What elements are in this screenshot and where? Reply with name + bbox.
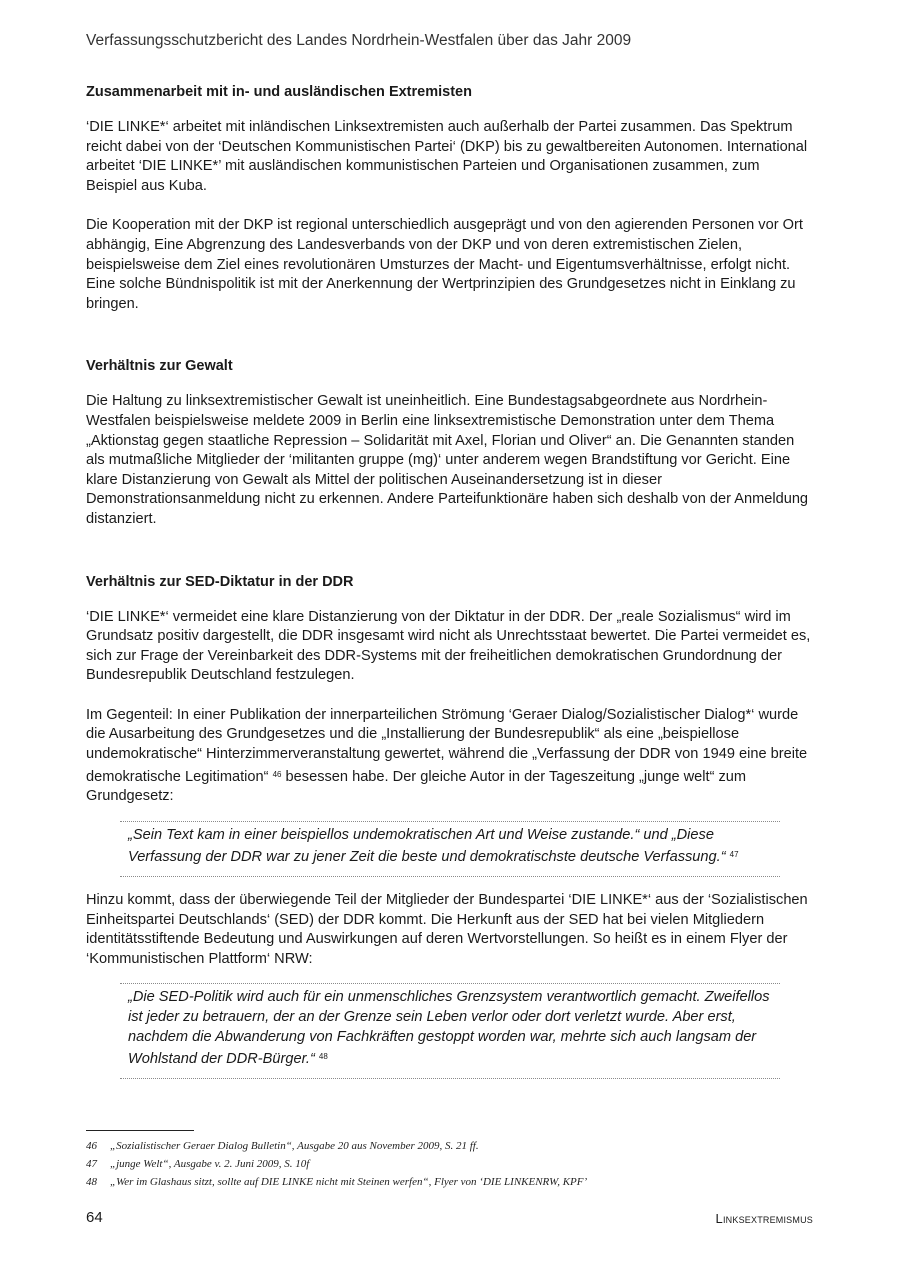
footnote-number: 47 (86, 1158, 97, 1170)
paragraph: Hinzu kommt, dass der überwiegende Teil der Mitglieder der Bundespartei ‘DIE LINKE*‘ aus der ‘Sozialistischen Einheitspartei Deutschlands‘ (SED) der DDR kommt. Die Herkunft aus der SED hat bei vielen Mitgliedern identitätsstiftende Bedeutung und Auswirkungen auf deren Wertvorstellungen. So heißt es in einem Flyer der ‘Kommunistischen Plattform‘ NRW: (86, 892, 808, 967)
footnote-text: „Wer im Glashaus sitzt, sollte auf DIE LINKE nicht mit Steinen werfen“, Flyer von ‘DIE LINKENRW, KPF’ (110, 1176, 588, 1188)
quote-text: „Die SED-Politik wird auch für ein unmenschliches Grenzsystem verantwortlich gemacht. Zweifellos ist jeder zu betrauern, der an der Grenze sein Leben verlor oder dort verletzt wurde. Aber erst, nachdem die Abwanderung von Fachkräften gestoppt worden war, mehrte sich auch langsam der Wohlstand der DDR-Bürger.“ (128, 989, 770, 1068)
page-number: 64 (86, 1209, 103, 1226)
paragraph: ‘DIE LINKE*‘ vermeidet eine klare Distanzierung von der Diktatur in der DDR. Der „reale Sozialismus“ wird im Grundsatz positiv dargestellt, die DDR insgesamt wird nicht als Unrechtsstaat bewertet. Die Partei vermeidet es, sich zur Frage der Vereinbarkeit des DDR-Systems mit der freiheitlichen demokratischen Grundordnung der Bundesrepublik Deutschland festzulegen. (86, 608, 811, 684)
block-quote (120, 983, 780, 1078)
paragraph-text: Im Gegenteil: In einer Publikation der innerparteilichen Strömung ‘Geraer Dialog/Sozialistischer Dialog*‘ wurde die Ausarbeitung des Grundgesetzes und die „Installierung der Bundesrepublik“ als eine „beispiellose undemokratische“ Hinterzimmerveranstaltung gewertet, während die „Verfassung der DDR von 1949 eine breite demokratische Legitimation“ (86, 706, 808, 785)
footnote-text: „junge Welt“, Ausgabe v. 2. Juni 2009, S. 10f (110, 1158, 310, 1170)
footnote (86, 1155, 814, 1173)
paragraph: Die Kooperation mit der DKP ist regional unterschiedlich ausgeprägt und von den agierenden Personen vor Ort abhängig, Eine Abgrenzung des Landesverbands von der DKP und von deren extremistischen Zielen, beispielsweise dem Ziel eines revolutionären Umsturzes der Macht- und Eigentumsverhältnisse, erfolgt nicht. Eine solche Bündnispolitik ist mit der Anerkennung der Wertprinzipien des Grundgesetzes nicht in Einklang zu bringen. (86, 217, 803, 312)
footnote-ref: 48 (318, 1052, 328, 1062)
paragraph-text: besessen habe. Der gleiche Autor in der Tageszeitung „junge welt“ zum Grundgesetz: (86, 768, 747, 805)
section-heading-sed: Verhältnis zur SED-Diktatur in der DDR (86, 573, 354, 590)
footnote (86, 1173, 814, 1191)
footnote-number: 48 (86, 1176, 97, 1188)
paragraph: Die Haltung zu linksextremistischer Gewalt ist uneinheitlich. Eine Bundestagsabgeordnete aus Nordrhein-Westfalen beispielsweise meldete 2009 in Berlin eine linksextremistische Demonstration unter dem Thema „Aktionstag gegen staatliche Repression – Solidarität mit Axel, Florian und Oliver“ an. Die Genannten standen als mutmaßliche Mitglieder der ‘militanten gruppe (mg)‘ unter anderem wegen Brandstiftung vor Gericht. Eine klare Distanzierung von Gewalt als Mittel der politischen Auseinandersetzung ist in dieser Demonstrationsanmeldung nicht zu erkennen. Andere Parteifunktionäre haben sich deshalb von der Anmeldung distanziert. (86, 393, 809, 527)
footnote-number: 46 (86, 1140, 97, 1152)
footnote-ref: 47 (729, 850, 739, 860)
section-heading-violence: Verhältnis zur Gewalt (86, 358, 233, 375)
footnotes (86, 1137, 814, 1191)
quote-text: „Sein Text kam in einer beispiellos undemokratischen Art und Weise zustande.“ und „Diese Verfassung der DDR war zu jener Zeit die beste und demokratischste deutsche Verfassung.“ (128, 826, 726, 866)
block-quote (120, 821, 780, 877)
section-label: Linksextremismus (715, 1211, 813, 1226)
footnote-text: „Sozialistischer Geraer Dialog Bulletin“, Ausgabe 20 aus November 2009, S. 21 ff. (110, 1140, 479, 1152)
section-heading-cooperation: Zusammenarbeit mit in- und ausländischen Extremisten (86, 84, 472, 100)
footnote-ref: 46 (272, 769, 282, 779)
footnote-divider (86, 1130, 194, 1131)
page-body (86, 82, 814, 1093)
paragraph: ‘DIE LINKE*‘ arbeitet mit inländischen Linksextremisten auch außerhalb der Partei zusammen. Das Spektrum reicht dabei von der ‘Deutschen Kommunistischen Partei‘ (DKP) bis zu gewaltbereiten Autonomen. International arbeitet ‘DIE LINKE*’ mit ausländischen kommunistischen Parteien und Organisationen zusammen, zum Beispiel aus Kuba. (86, 119, 808, 194)
footnote (86, 1137, 814, 1155)
paragraph (86, 706, 814, 807)
running-header: Verfassungsschutzbericht des Landes Nordrhein-Westfalen über das Jahr 2009 (86, 32, 632, 49)
